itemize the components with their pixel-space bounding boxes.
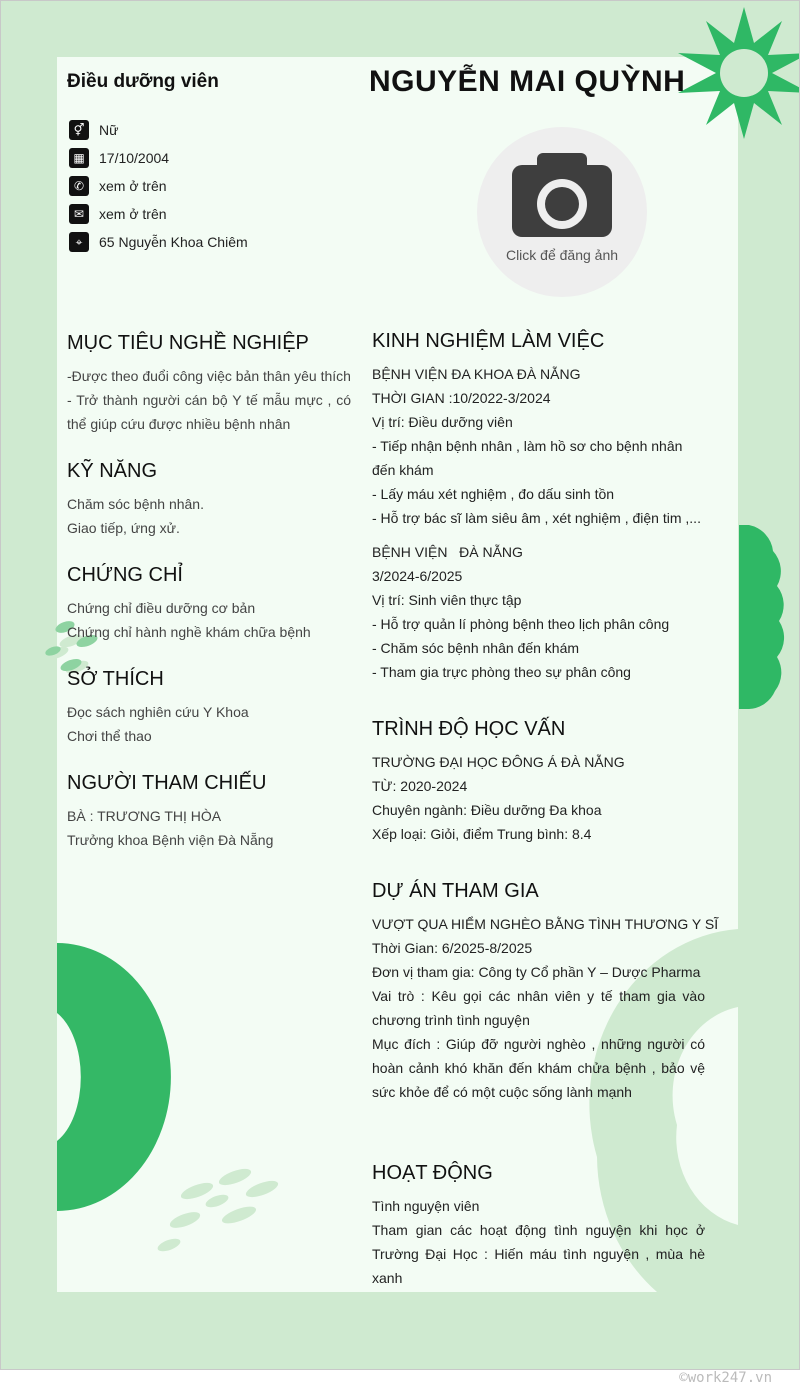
photo-upload[interactable]: [477, 127, 647, 297]
objective-line-1: -Được theo đuổi công việc bản thân yêu thích: [67, 368, 351, 384]
skills-heading: KỸ NĂNG: [67, 460, 158, 482]
contact-phone: [69, 175, 167, 197]
email-value: xem ở trên: [99, 206, 167, 222]
experience-line: 3/2024-6/2025: [372, 568, 463, 584]
job-title: Điều dưỡng viên: [67, 71, 219, 92]
education-line: TRƯỜNG ĐẠI HỌC ĐÔNG Á ĐÀ NẴNG: [372, 754, 625, 770]
birthday-cake-icon: ▦: [69, 148, 89, 168]
reference-item: Trưởng khoa Bệnh viện Đà Nẵng: [67, 832, 274, 848]
experience-line: - Hỗ trợ bác sĩ làm siêu âm , xét nghiệm , điện tim ,...: [372, 510, 701, 526]
experience-line: BỆNH VIỆN ĐÀ NẴNG: [372, 544, 523, 560]
experience-line: Vị trí: Sinh viên thực tập: [372, 592, 522, 608]
skill-item: Chăm sóc bệnh nhân.: [67, 496, 204, 512]
project-line: Đơn vị tham gia: Công ty Cổ phần Y – Dược Pharma: [372, 964, 701, 980]
hobby-item: Chơi thể thao: [67, 728, 152, 744]
activities-heading: HOẠT ĐỘNG: [372, 1162, 493, 1184]
address-value: 65 Nguyễn Khoa Chiêm: [99, 234, 248, 250]
hobbies-heading: SỞ THÍCH: [67, 668, 164, 690]
mail-icon: ✉: [69, 204, 89, 224]
experience-line: - Hỗ trợ quản lí phòng bệnh theo lịch phân công: [372, 616, 670, 632]
gender-value: Nữ: [99, 122, 119, 138]
phone-icon: ✆: [69, 176, 89, 196]
project-line: Thời Gian: 6/2025-8/2025: [372, 940, 533, 956]
contact-gender: [69, 119, 118, 141]
experience-line: - Tham gia trực phòng theo sự phân công: [372, 664, 631, 680]
experience-line: - Lấy máu xét nghiệm , đo dấu sinh tồn: [372, 486, 615, 502]
experience-heading: KINH NGHIỆM LÀM VIỆC: [372, 330, 605, 352]
contact-address: [69, 231, 248, 253]
birthday-value: 17/10/2004: [99, 150, 170, 166]
skill-item: Giao tiếp, ứng xử.: [67, 520, 180, 536]
objective-heading: MỤC TIÊU NGHỀ NGHIỆP: [67, 332, 309, 354]
green-star-burst: [678, 7, 799, 139]
hobby-item: Đọc sách nghiên cứu Y Khoa: [67, 704, 249, 720]
experience-line: - Tiếp nhận bệnh nhân , làm hồ sơ cho bệnh nhân đến khám: [372, 438, 683, 478]
experience-line: - Chăm sóc bệnh nhân đến khám: [372, 640, 580, 656]
education-heading: TRÌNH ĐỘ HỌC VẤN: [372, 718, 566, 740]
contact-email: [69, 203, 167, 225]
photo-upload-caption: Click để đăng ảnh: [505, 247, 619, 263]
education-line: Chuyên ngành: Điều dưỡng Đa khoa: [372, 802, 602, 818]
certificate-item: Chứng chỉ hành nghề khám chữa bệnh: [67, 624, 311, 640]
project-line: VƯỢT QUA HIỂM NGHÈO BẰNG TÌNH THƯƠNG Y SĨ: [372, 916, 719, 932]
contact-birthday: [69, 147, 169, 169]
certificates-heading: CHỨNG CHỈ: [67, 564, 183, 586]
education-line: TỪ: 2020-2024: [372, 778, 468, 794]
certificate-item: Chứng chỉ điều dưỡng cơ bản: [67, 600, 256, 616]
references-heading: NGƯỜI THAM CHIẾU: [67, 772, 267, 794]
project-line: Mục đích : Giúp đỡ người nghèo , những người có hoàn cảnh khó khăn đến khám chửa bệnh , bảo vệ sức khỏe để có một cuộc sống lành mạnh: [372, 1036, 705, 1100]
projects-heading: DỰ ÁN THAM GIA: [372, 880, 539, 902]
objective-line-2: - Trở thành người cán bộ Y tế mẫu mực , có thể giúp cứu được nhiều bệnh nhân: [67, 392, 351, 432]
activity-line: Tình nguyện viên: [372, 1198, 480, 1214]
experience-line: Vị trí: Điều dưỡng viên: [372, 414, 513, 430]
green-scallop-right: [739, 525, 784, 709]
gender-icon: ⚥: [69, 120, 89, 140]
experience-line: THỜI GIAN :10/2022-3/2024: [372, 390, 551, 406]
candidate-name: NGUYỄN MAI QUỲNH: [369, 65, 686, 98]
watermark: ©work247.vn: [679, 1370, 772, 1386]
phone-value: xem ở trên: [99, 178, 167, 194]
experience-line: BỆNH VIỆN ĐA KHOA ĐÀ NẴNG: [372, 366, 581, 382]
activity-line: Tham gian các hoạt động tình nguyện khi học ở Trường Đại Học : Hiến máu tình nguyện , mùa hè xanh: [372, 1222, 705, 1286]
project-line: Vai trò : Kêu gọi các nhân viên y tế tham gia vào chương trình tình nguyện: [372, 988, 705, 1028]
education-line: Xếp loại: Giỏi, điểm Trung bình: 8.4: [372, 826, 592, 842]
reference-item: BÀ : TRƯƠNG THỊ HÒA: [67, 808, 222, 824]
location-pin-icon: ⌖: [69, 232, 89, 252]
